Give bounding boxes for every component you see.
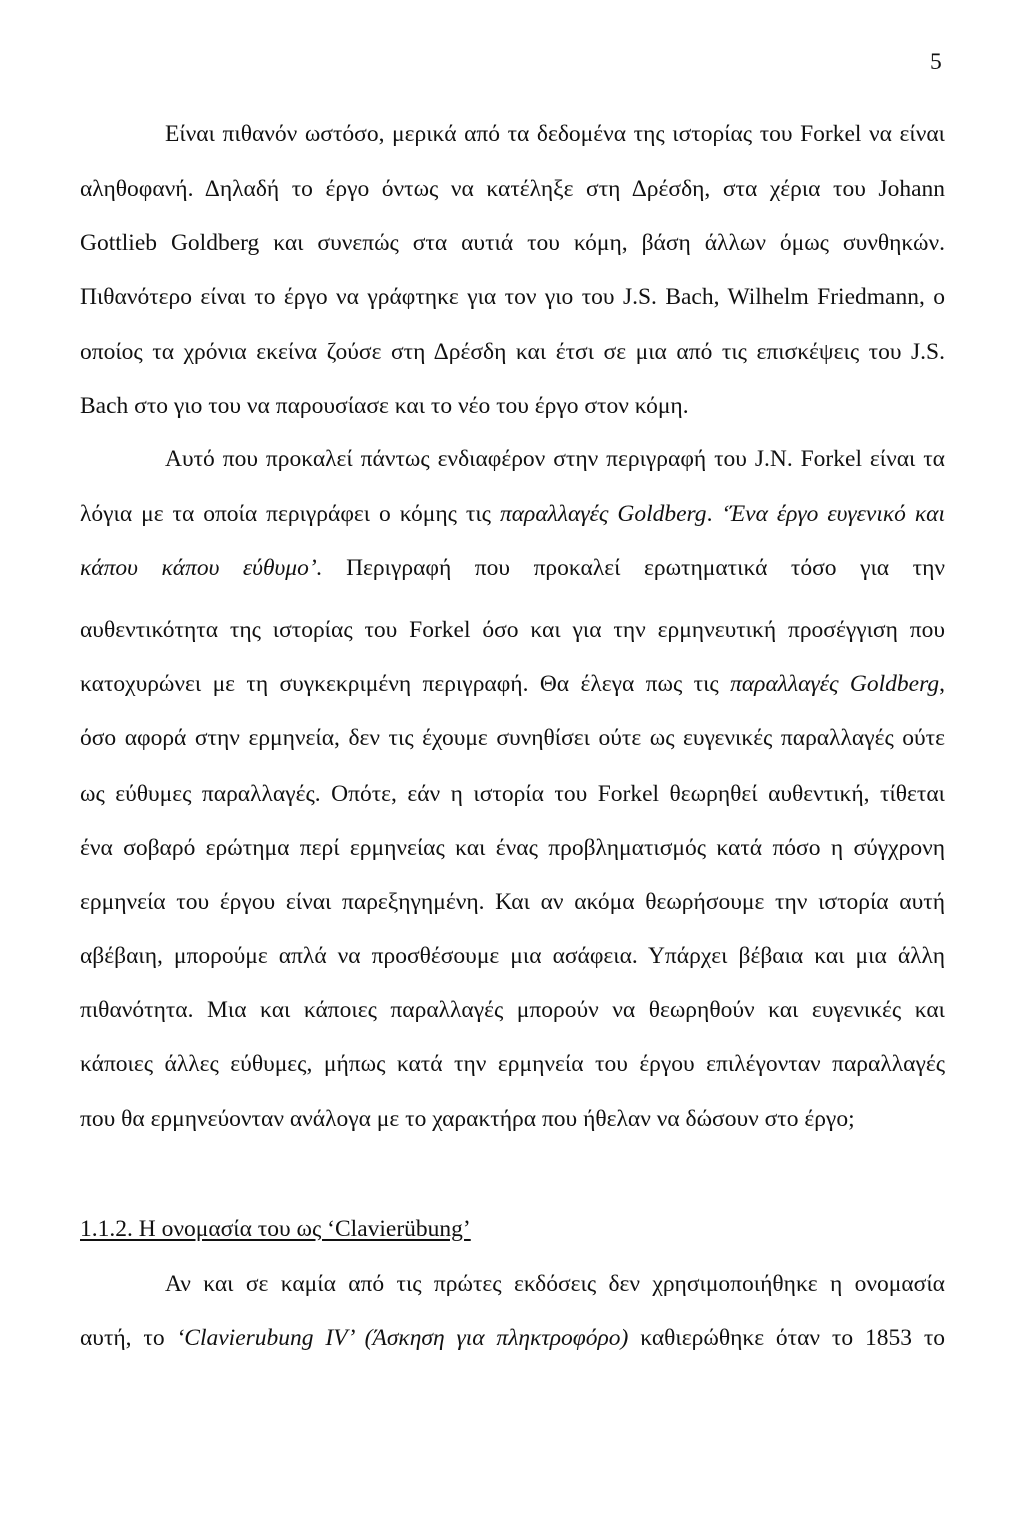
line-text: Περιγραφή που προκαλεί ερωτηματικά τόσο για την (322, 555, 945, 581)
body-line-last: που θα ερμηνεύονταν ανάλογα με το χαρακτήρα που ήθελαν να δώσουν στο έργο; (80, 1106, 855, 1132)
italic-quote: ‘Ένα έργο ευγενικό και (721, 501, 945, 527)
italic-quote: κάπου κάπου εύθυμο’. (80, 555, 323, 581)
body-line: Πιθανότερο είναι το έργο να γράφτηκε για τον γιο του J.S. Bach, Wilhelm Friedmann, ο (80, 284, 945, 310)
body-line: πιθανότητα. Μια και κάποιες παραλλαγές μπορούν να θεωρηθούν και ευγενικές και (80, 997, 945, 1023)
line-text: καθιερώθηκε όταν το 1853 το (628, 1325, 946, 1351)
body-line: Gottlieb Goldberg και συνεπώς στα αυτιά του κόμη, βάση άλλων όμως συνθηκών. (80, 230, 945, 256)
body-line: αβέβαιη, μπορούμε απλά να προσθέσουμε μια ασάφεια. Υπάρχει βέβαια και μια άλλη (80, 943, 945, 969)
line-text: αυτή, το (80, 1325, 177, 1351)
body-line: ερμηνεία του έργου είναι παρεξηγημένη. Και αν ακόμα θεωρήσουμε την ιστορία αυτή (80, 889, 945, 915)
body-line (80, 553, 945, 583)
body-line: όσο αφορά στην ερμηνεία, δεν τις έχουμε συνηθίσει ούτε ως ευγενικές παραλλαγές ούτε (80, 725, 945, 751)
body-line (80, 1323, 945, 1353)
body-line: ως εύθυμες παραλλαγές. Οπότε, εάν η ιστορία του Forkel θεωρηθεί αυθεντική, τίθεται (80, 781, 945, 807)
body-line-last: Bach στο γιο του να παρουσίασε και το νέο του έργο στον κόμη. (80, 393, 689, 419)
line-text: κατοχυρώνει με τη συγκεκριμένη περιγραφή. Θα έλεγα πως τις (80, 671, 731, 697)
body-line: ένα σοβαρό ερώτημα περί ερμηνείας και ένας προβληματισμός κατά πόσο η σύγχρονη (80, 835, 945, 861)
body-line: αυθεντικότητα της ιστορίας του Forkel όσο και για την ερμηνευτική προσέγγιση που (80, 617, 945, 643)
line-text: λόγια με τα οποία περιγράφει ο κόμης τις (80, 501, 500, 527)
line-text: . (706, 501, 722, 527)
body-line: αληθοφανή. Δηλαδή το έργο όντως να κατέληξε στη Δρέσδη, στα χέρια του Johann (80, 176, 945, 202)
body-line: οποίος τα χρόνια εκείνα ζούσε στη Δρέσδη και έτσι σε μια από τις επισκέψεις του J.S. (80, 339, 945, 365)
body-line: κάποιες άλλες εύθυμες, μήπως κατά την ερμηνεία του έργου επιλέγονταν παραλλαγές (80, 1051, 945, 1077)
italic-phrase: παραλλαγές Goldberg (499, 501, 707, 527)
body-line: Είναι πιθανόν ωστόσο, μερικά από τα δεδομένα της ιστορίας του Forkel να είναι (165, 121, 945, 147)
italic-phrase: παραλλαγές Goldberg (730, 671, 940, 697)
body-line: Αυτό που προκαλεί πάντως ενδιαφέρον στην περιγραφή του J.N. Forkel είναι τα (165, 446, 945, 472)
body-line: Αν και σε καμία από τις πρώτες εκδόσεις δεν χρησιμοποιήθηκε η ονομασία (165, 1271, 945, 1297)
body-line (80, 669, 945, 699)
page-number: 5 (930, 49, 942, 75)
body-line (80, 499, 945, 529)
italic-title: ‘Clavierubung IV’ (Άσκηση για πληκτροφόρο) (176, 1325, 629, 1351)
section-heading: 1.1.2. Η ονομασία του ως ‘Clavierübung’ (80, 1216, 471, 1242)
line-text: , (939, 671, 945, 697)
